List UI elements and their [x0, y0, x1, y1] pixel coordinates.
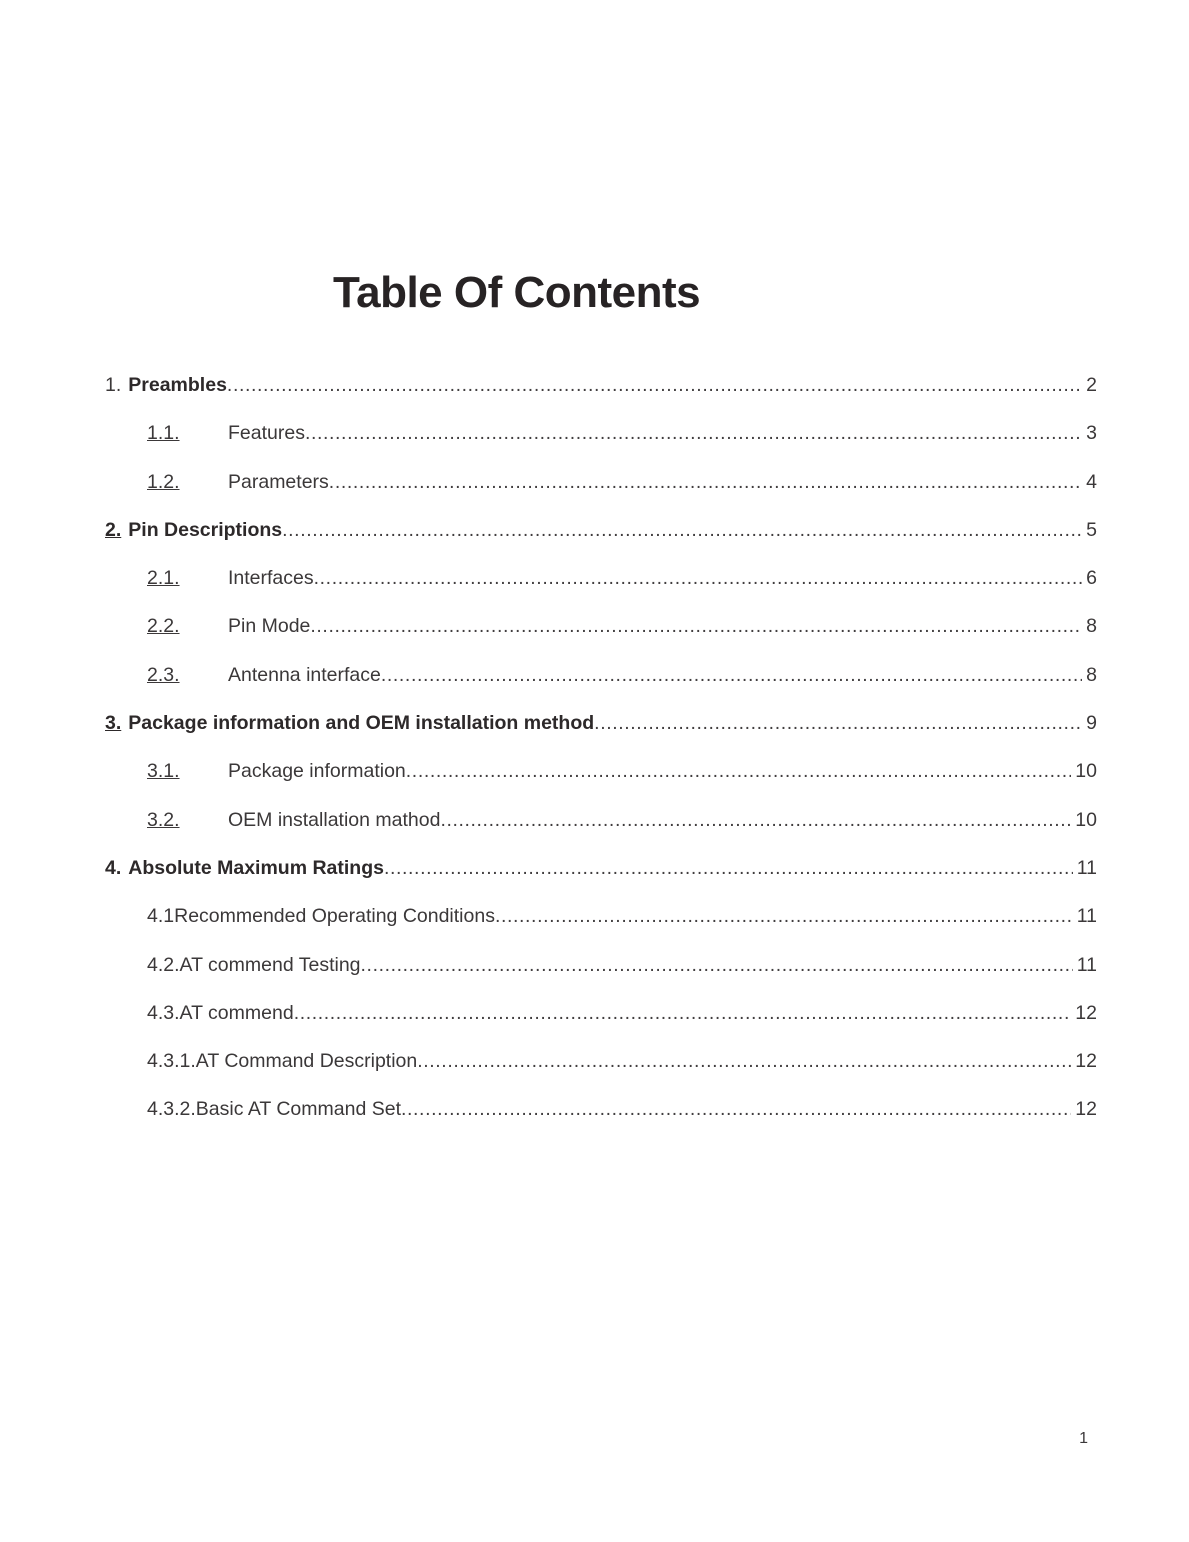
- toc-entry-antenna-interface: [105, 664, 1097, 712]
- toc-entry-absolute-maximum-ratings: [105, 857, 1097, 905]
- toc-entry-pin-mode: [105, 615, 1097, 663]
- toc-entry-label: Parameters: [228, 470, 329, 493]
- toc-entry-page: 12: [1075, 1001, 1097, 1024]
- dotted-leader: [384, 857, 1073, 880]
- dotted-leader: [294, 1002, 1072, 1025]
- toc-entry-number: 2.: [105, 518, 122, 541]
- toc-entry-number: 3.1.: [147, 760, 180, 783]
- toc-entry-label: Package information and OEM installation method: [128, 712, 595, 735]
- toc-entry-page: 11: [1076, 953, 1097, 976]
- toc-entry-number: 2.2.: [147, 615, 180, 638]
- toc-entry-label: 4.2.AT commend Testing: [147, 953, 361, 976]
- toc-entry-recommended-operating-conditions: [105, 905, 1097, 953]
- toc-entry-parameters: [105, 471, 1097, 519]
- toc-entry-label: Package information: [228, 760, 406, 783]
- toc-entry-package-information: [105, 712, 1097, 760]
- page-title: Table Of Contents: [333, 268, 701, 317]
- toc-entry-label: 4.3.2.Basic AT Command Set: [147, 1098, 401, 1121]
- dotted-leader: [406, 760, 1072, 783]
- dotted-leader: [417, 1050, 1071, 1073]
- dotted-leader: [401, 1098, 1071, 1121]
- toc-entry-package-information-sub: [105, 760, 1097, 808]
- toc-entry-interfaces: [105, 567, 1097, 615]
- dotted-leader: [305, 422, 1082, 445]
- toc-entry-label: Features: [228, 422, 305, 445]
- toc-entry-number: 3.2.: [147, 808, 180, 831]
- toc-entry-page: 11: [1076, 856, 1097, 879]
- dotted-leader: [361, 954, 1073, 977]
- dotted-leader: [495, 905, 1073, 928]
- toc-entry-number: 1.2.: [147, 470, 180, 493]
- toc-entry-page: 8: [1086, 615, 1097, 638]
- dotted-leader: [310, 615, 1082, 638]
- toc-entry-label: OEM installation mathod: [228, 808, 441, 831]
- dotted-leader: [227, 374, 1082, 397]
- dotted-leader: [329, 471, 1082, 494]
- toc-entry-page: 3: [1086, 422, 1097, 445]
- toc-entry-page: 12: [1075, 1050, 1097, 1073]
- toc-entry-label: 4.3.AT commend: [147, 1001, 294, 1024]
- toc-entry-at-commend: [105, 1002, 1097, 1050]
- toc-entry-page: 8: [1086, 663, 1097, 686]
- toc-entry-page: 10: [1075, 808, 1097, 831]
- dotted-leader: [594, 712, 1082, 735]
- footer-page-number: 1: [1079, 1430, 1088, 1447]
- toc-entry-oem-installation: [105, 809, 1097, 857]
- toc-entry-page: 12: [1075, 1098, 1097, 1121]
- dotted-leader: [314, 567, 1083, 590]
- toc-entry-page: 10: [1075, 760, 1097, 783]
- toc-entry-number: 1.: [105, 374, 122, 396]
- toc-entry-number: 4.: [105, 856, 122, 879]
- toc-entry-label: 4.3.1.AT Command Description: [147, 1050, 418, 1073]
- toc-entry-number: 3.: [105, 712, 122, 735]
- toc-entry-page: 4: [1086, 470, 1097, 493]
- toc-entry-pin-descriptions: [105, 519, 1097, 567]
- dotted-leader: [381, 664, 1082, 687]
- toc-entry-at-command-description: [105, 1050, 1097, 1098]
- toc-entry-page: 11: [1076, 905, 1097, 928]
- toc-entry-label: Interfaces: [228, 567, 314, 590]
- toc-entry-features: [105, 422, 1097, 470]
- toc-entry-preambles: [105, 374, 1097, 422]
- toc-entry-label: Preambles: [128, 374, 227, 396]
- toc-entry-label: Pin Descriptions: [128, 518, 283, 541]
- toc-entry-page: 9: [1086, 712, 1097, 735]
- toc-entry-label: 4.1Recommended Operating Conditions: [147, 905, 495, 928]
- toc-entry-basic-at-command-set: [105, 1098, 1097, 1146]
- table-of-contents: [105, 374, 1097, 1147]
- dotted-leader: [282, 519, 1082, 542]
- toc-entry-label: Absolute Maximum Ratings: [128, 856, 384, 879]
- toc-entry-page: 5: [1086, 518, 1097, 541]
- toc-entry-label: Pin Mode: [228, 615, 311, 638]
- toc-entry-number: 2.3.: [147, 663, 180, 686]
- toc-entry-at-commend-testing: [105, 954, 1097, 1002]
- toc-entry-number: 1.1.: [147, 422, 180, 445]
- toc-entry-page: 6: [1086, 567, 1097, 590]
- toc-entry-label: Antenna interface: [228, 663, 381, 686]
- dotted-leader: [440, 809, 1071, 832]
- toc-entry-page: 2: [1086, 374, 1097, 396]
- toc-entry-number: 2.1.: [147, 567, 180, 590]
